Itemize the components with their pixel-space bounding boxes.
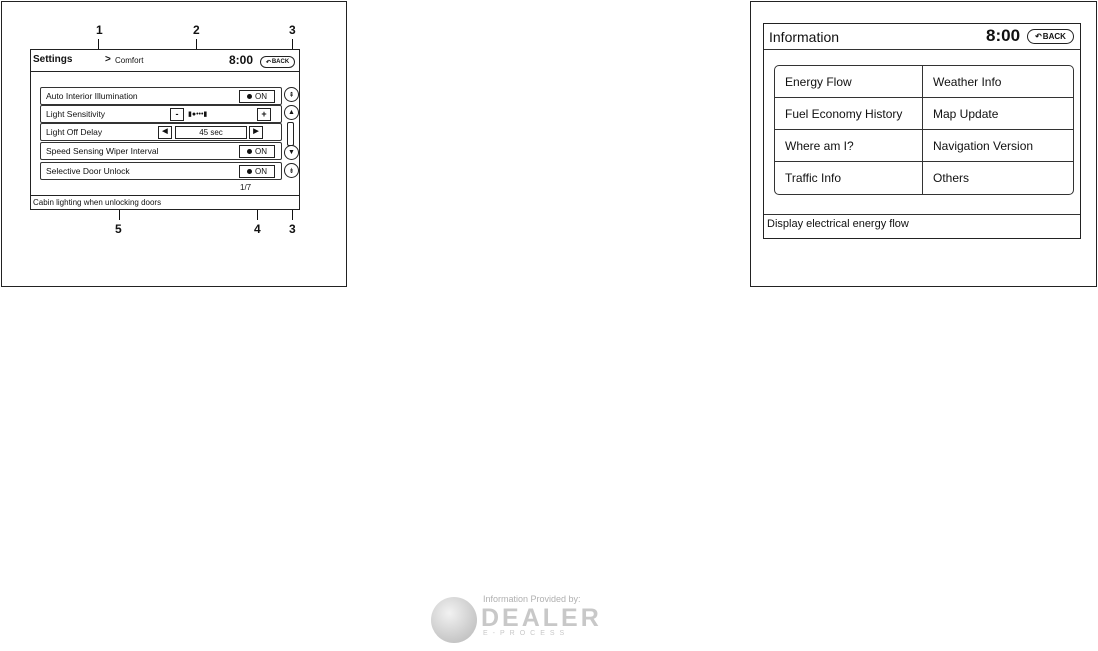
row-speed-sensing-wiper[interactable] [40, 142, 282, 160]
menu-label: Fuel Economy History [785, 107, 903, 121]
breadcrumb-settings[interactable]: Settings [33, 54, 73, 65]
breadcrumb-separator: > [105, 54, 111, 65]
status-bar [31, 195, 299, 210]
indicator-dot-icon [247, 94, 252, 99]
clock: 8:00 [229, 53, 254, 67]
scrollbar[interactable] [287, 122, 294, 146]
status-bar [764, 214, 1080, 239]
toggle-on-button[interactable] [239, 165, 275, 178]
menu-label: Navigation Version [933, 139, 1034, 153]
page-title: Information [769, 29, 840, 45]
back-arrow-icon: ↶ [265, 59, 271, 66]
watermark-subtitle: E-PROCESS [483, 630, 570, 637]
next-value-button[interactable]: ▶ [249, 126, 263, 139]
toggle-on-button[interactable] [239, 145, 275, 158]
status-text: Display electrical energy flow [767, 218, 909, 230]
sensitivity-slider[interactable]: ▮●•••▮ [188, 111, 208, 118]
settings-comfort-screen [30, 49, 300, 210]
menu-label: Map Update [933, 107, 999, 121]
indicator-dot-icon [247, 149, 252, 154]
scroll-down-icon[interactable]: ▼ [284, 145, 299, 160]
row-label: Speed Sensing Wiper Interval [46, 146, 159, 156]
menu-navigation-version[interactable] [923, 130, 1073, 162]
row-selective-door-unlock[interactable] [40, 162, 282, 180]
row-auto-interior-illumination[interactable] [40, 87, 282, 105]
menu-energy-flow[interactable] [775, 66, 923, 98]
toggle-label: ON [255, 92, 267, 101]
back-button[interactable] [1027, 29, 1074, 44]
menu-map-update[interactable] [923, 98, 1073, 130]
callout-1: 1 [96, 23, 103, 37]
toggle-label: ON [255, 147, 267, 156]
menu-label: Where am I? [785, 139, 854, 153]
watermark [431, 593, 631, 648]
clock: 8:00 [986, 26, 1021, 45]
menu-others[interactable] [923, 162, 1073, 194]
row-light-sensitivity[interactable] [40, 105, 282, 123]
row-label: Light Sensitivity [46, 109, 106, 119]
status-text: Cabin lighting when unlocking doors [33, 198, 162, 207]
scroll-top-icon[interactable]: ⇞ [284, 87, 299, 102]
menu-label: Traffic Info [785, 171, 842, 185]
row-label: Auto Interior Illumination [46, 91, 138, 101]
info-menu-grid [774, 65, 1074, 195]
right-diagram-frame [750, 1, 1097, 287]
callout-3-bottom: 3 [289, 222, 296, 236]
callout-2: 2 [193, 23, 200, 37]
menu-where-am-i[interactable] [775, 130, 923, 162]
menu-label: Energy Flow [785, 75, 852, 89]
delay-value: 45 sec [175, 126, 247, 139]
row-label: Light Off Delay [46, 127, 103, 137]
back-button[interactable] [260, 56, 295, 68]
menu-label: Others [933, 171, 970, 185]
toggle-label: ON [255, 167, 267, 176]
left-diagram-frame [1, 1, 347, 287]
row-light-off-delay[interactable] [40, 123, 282, 141]
watermark-word: DEALER [481, 604, 602, 632]
page-indicator: 1/7 [240, 183, 252, 192]
decrease-button[interactable]: - [170, 108, 184, 121]
screen-header [764, 24, 1080, 50]
back-label: BACK [271, 59, 290, 65]
scroll-up-icon[interactable]: ▲ [284, 105, 299, 120]
prev-value-button[interactable]: ◀ [158, 126, 172, 139]
menu-traffic-info[interactable] [775, 162, 923, 194]
callout-4: 4 [254, 222, 261, 236]
breadcrumb-comfort: Comfort [115, 56, 144, 65]
row-label: Selective Door Unlock [46, 166, 130, 176]
scroll-bottom-icon[interactable]: ⇟ [284, 163, 299, 178]
screen-header [31, 50, 299, 72]
callout-3-top: 3 [289, 23, 296, 37]
menu-label: Weather Info [933, 75, 1002, 89]
back-arrow-icon: ↶ [1035, 32, 1042, 41]
callout-5: 5 [115, 222, 122, 236]
dealer-logo-icon [431, 597, 477, 643]
toggle-on-button[interactable] [239, 90, 275, 103]
increase-button[interactable]: + [257, 108, 271, 121]
watermark-caption: Information Provided by: [483, 594, 581, 604]
menu-fuel-economy-history[interactable] [775, 98, 923, 130]
indicator-dot-icon [247, 169, 252, 174]
back-label: BACK [1042, 32, 1066, 41]
information-screen [763, 23, 1081, 239]
menu-weather-info[interactable] [923, 66, 1073, 98]
